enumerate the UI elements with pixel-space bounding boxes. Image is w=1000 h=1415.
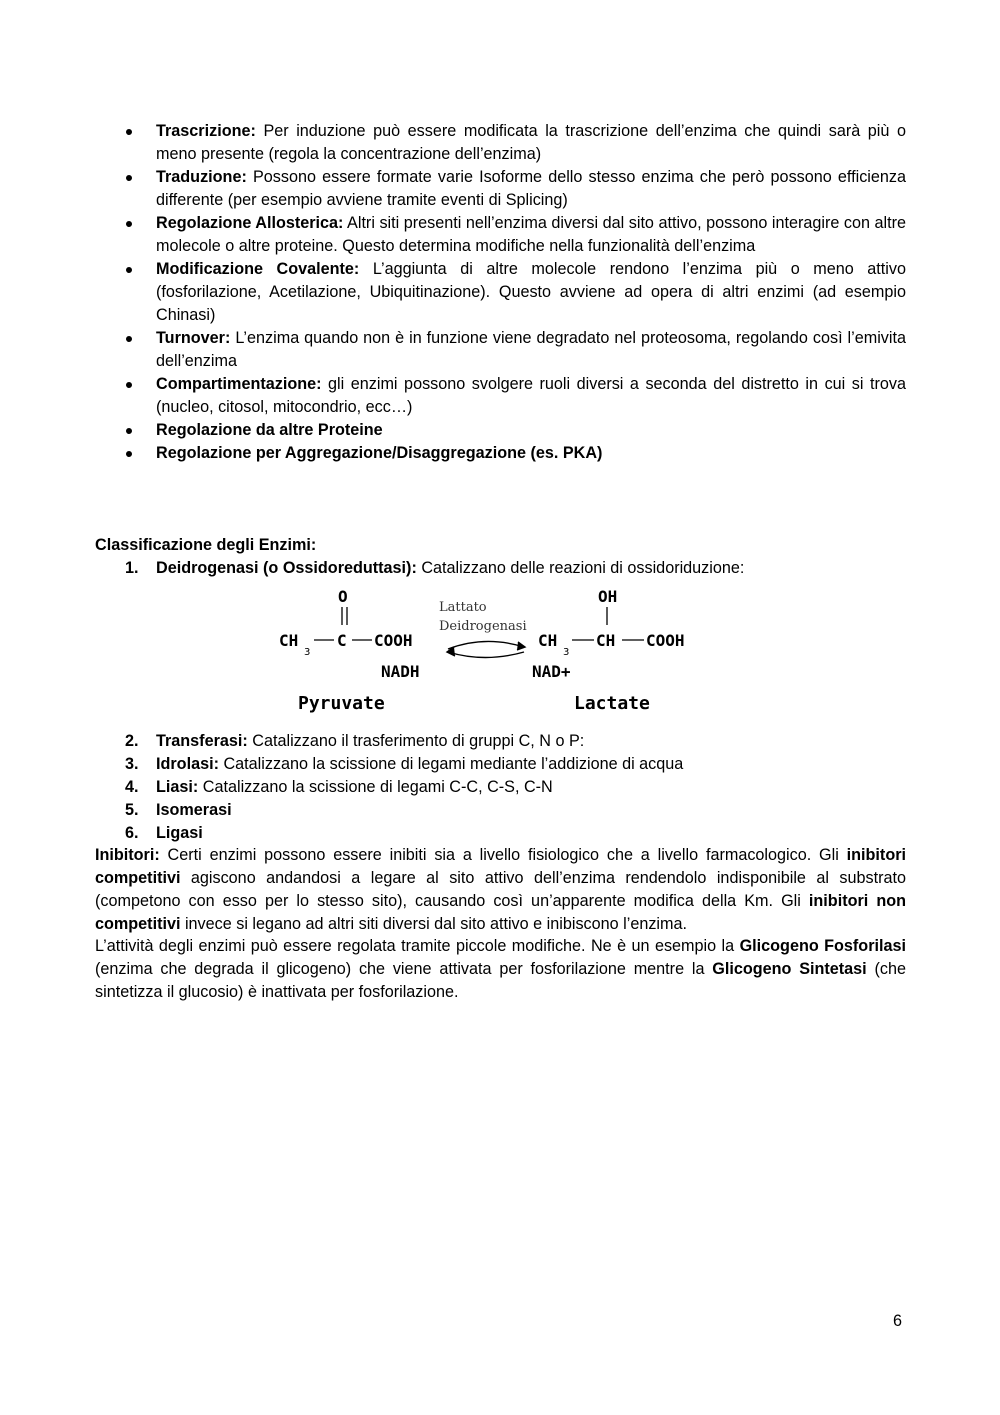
bullet-icon <box>126 221 132 227</box>
bold-term: Glicogeno Sintetasi <box>712 960 867 978</box>
classification-list-first <box>125 557 906 580</box>
item-title: Liasi: <box>156 778 199 796</box>
paragraph-text: L’attività degli enzimi può essere regolata tramite piccole modifiche. Ne è un esempio la <box>95 937 740 955</box>
classification-list <box>125 730 906 845</box>
product-label: Lactate <box>574 693 650 714</box>
lactate-dehydrogenase-reaction <box>270 583 710 718</box>
list-item <box>156 120 906 166</box>
list-item <box>156 419 906 442</box>
item-text: Possono essere formate varie Isoforme dello stesso enzima che però possono efficienza differente (per esempio avviene tramite eventi di Splicing) <box>156 168 906 209</box>
item-text: Catalizzano il trasferimento di gruppi C, N o P: <box>247 732 585 750</box>
regulation-list <box>156 120 906 465</box>
list-item <box>156 327 906 373</box>
methyl-subscript: 3 <box>563 647 570 658</box>
bold-term: inibitori competitivi <box>95 846 906 887</box>
item-title: Regolazione da altre Proteine <box>156 421 383 439</box>
carbonyl-carbon: C <box>337 631 347 650</box>
bold-term: Glicogeno Fosforilasi <box>739 937 906 955</box>
inhibitors-heading: Inibitori: <box>95 846 160 864</box>
carbinol-ch: CH <box>596 631 616 650</box>
bullet-icon <box>126 451 132 457</box>
list-item <box>156 212 906 258</box>
carboxyl-group: COOH <box>646 631 685 650</box>
item-text: Altri siti presenti nell’enzima diversi dal sito attivo, possono interagire con altre molecole o altre proteine. Questo determina modifiche nella funzionalità dell’enzima <box>156 214 906 255</box>
carbonyl-oxygen: O <box>338 587 348 606</box>
item-title: Trascrizione: <box>156 122 256 140</box>
bullet-icon <box>126 382 132 388</box>
list-item <box>156 442 906 465</box>
bullet-icon <box>126 129 132 135</box>
section-title: Classificazione degli Enzimi: <box>95 536 317 554</box>
bold-term: inibitori non competitivi <box>95 892 906 933</box>
list-item <box>125 799 906 822</box>
list-item <box>125 730 906 753</box>
bullet-icon <box>126 428 132 434</box>
item-title: Regolazione Allosterica: <box>156 214 344 232</box>
regulation-paragraph <box>95 935 906 1004</box>
cofactor-out: NAD+ <box>532 662 571 681</box>
item-number: 3. <box>125 755 139 773</box>
item-title: Modificazione Covalente: <box>156 260 360 278</box>
item-number: 1. <box>125 559 139 577</box>
cofactor-in: NADH <box>381 662 420 681</box>
bullet-icon <box>126 175 132 181</box>
enzyme-label-line1: Lattato <box>439 600 487 615</box>
item-title: Traduzione: <box>156 168 247 186</box>
list-item <box>125 776 906 799</box>
paragraph-text: agiscono andandosi a legare al sito attivo dell’enzima rendendolo indisponibile al substrato (competono con esso per lo stesso sito), causando così un’apparente modifica della Km. Gli <box>95 869 906 910</box>
item-title: Isomerasi <box>156 801 232 819</box>
item-text: gli enzimi possono svolgere ruoli diversi a seconda del distretto in cui si trova (nucleo, citosol, mitocondrio, ecc…) <box>156 375 906 416</box>
item-title: Ligasi <box>156 824 203 842</box>
item-number: 6. <box>125 824 139 842</box>
item-text: L’enzima quando non è in funzione viene degradato nel proteosoma, regolando così l’emivita dell’enzima <box>156 329 906 370</box>
paragraph-text: invece si legano ad altri siti diversi dal sito attivo e inibiscono l’enzima. <box>180 915 688 933</box>
reversible-arrow-icon <box>447 641 525 657</box>
inhibitors-paragraph <box>95 844 906 936</box>
list-item <box>125 753 906 776</box>
item-text: Per induzione può essere modificata la trascrizione dell’enzima che quindi sarà più o meno presente (regola la concentrazione dell’enzima) <box>156 122 906 163</box>
methyl-ch: CH <box>538 631 558 650</box>
list-item <box>156 166 906 212</box>
item-text: Catalizzano la scissione di legami C-C, C-S, C-N <box>198 778 553 796</box>
hydroxyl-group: OH <box>598 587 618 606</box>
list-item <box>125 822 906 845</box>
methyl-ch: CH <box>279 631 299 650</box>
item-title: Regolazione per Aggregazione/Disaggregazione (es. PKA) <box>156 444 603 462</box>
item-title: Transferasi: <box>156 732 248 750</box>
paragraph-text: (che sintetizza il glucosio) è inattivata per fosforilazione. <box>95 960 906 1001</box>
paragraph-text: Certi enzimi possono essere inibiti sia a livello fisiologico che a livello farmacologico. Gli <box>159 846 847 864</box>
item-text: L’aggiunta di altre molecole rendono l’enzima più o meno attivo (fosforilazione, Acetilazione, Ubiquitinazione). Questo avviene ad opera di altri enzimi (ad esempio Chinasi) <box>156 260 906 324</box>
bullet-icon <box>126 267 132 273</box>
enzyme-label-line2: Deidrogenasi <box>439 619 527 634</box>
item-number: 4. <box>125 778 139 796</box>
item-title: Idrolasi: <box>156 755 219 773</box>
item-title: Turnover: <box>156 329 231 347</box>
list-item <box>156 258 906 327</box>
methyl-subscript: 3 <box>304 647 311 658</box>
item-number: 5. <box>125 801 139 819</box>
item-text: Catalizzano la scissione di legami mediante l’addizione di acqua <box>218 755 684 773</box>
paragraph-text: (enzima che degrada il glicogeno) che viene attivata per fosforilazione mentre la <box>95 960 713 978</box>
list-item <box>156 373 906 419</box>
substrate-label: Pyruvate <box>298 693 385 714</box>
list-item <box>125 557 906 580</box>
item-title: Deidrogenasi (o Ossidoreduttasi): <box>156 559 417 577</box>
item-number: 2. <box>125 732 139 750</box>
item-title: Compartimentazione: <box>156 375 322 393</box>
item-text: Catalizzano delle reazioni di ossidoriduzione: <box>416 559 745 577</box>
carboxyl-group: COOH <box>374 631 413 650</box>
bullet-icon <box>126 336 132 342</box>
page-number: 6 <box>893 1312 903 1330</box>
